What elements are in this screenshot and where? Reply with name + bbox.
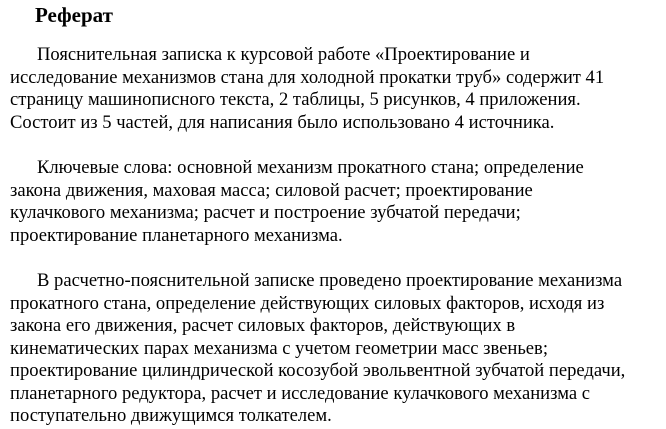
paragraph-line: исследование механизмов стана для холодной прокатки труб» содержит 41 bbox=[10, 66, 605, 88]
abstract-heading: Реферат bbox=[35, 3, 113, 27]
paragraph-line: Состоит из 5 частей, для написания было использовано 4 источника. bbox=[10, 111, 555, 133]
paragraph-line: проектирование планетарного механизма. bbox=[10, 224, 343, 246]
paragraph-line: планетарного редуктора, расчет и исследование кулачкового механизма с bbox=[10, 382, 590, 404]
paragraph-line: закона движения, маховая масса; силовой расчет; проектирование bbox=[10, 179, 533, 201]
paragraph-line: страницу машинописного текста, 2 таблицы, 5 рисунков, 4 приложения. bbox=[10, 89, 581, 110]
paragraph-description bbox=[10, 270, 625, 428]
paragraph-keywords bbox=[10, 157, 584, 247]
paragraph-line: поступательно движущимся толкателем. bbox=[10, 405, 332, 426]
paragraph-line: Ключевые слова: основной механизм прокатного стана; определение bbox=[37, 157, 584, 178]
paragraph-line: прокатного стана, определение действующих силовых факторов, исходя из bbox=[10, 292, 605, 314]
paragraph-line: проектирование цилиндрической косозубой эвольвентной зубчатой передачи, bbox=[10, 360, 626, 381]
paragraph-line: закона его движения, расчет силовых факторов, действующих в bbox=[10, 315, 516, 336]
paragraph-line: В расчетно-пояснительной записке проведено проектирование механизма bbox=[37, 270, 623, 291]
paragraph-line: кулачкового механизма; расчет и построение зубчатой передачи; bbox=[10, 202, 521, 223]
paragraph-summary bbox=[10, 44, 604, 134]
paragraph-line: кинематических парах механизма с учетом геометрии масс звеньев; bbox=[10, 337, 549, 359]
paragraph-line: Пояснительная записка к курсовой работе «Проектирование и bbox=[37, 44, 530, 65]
